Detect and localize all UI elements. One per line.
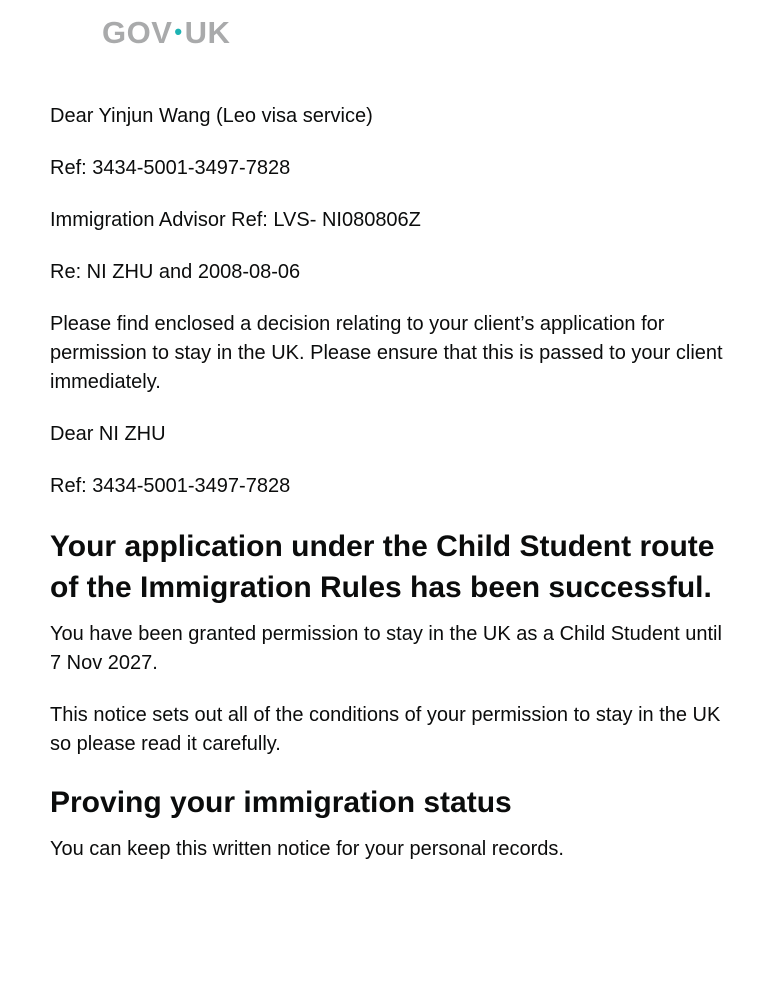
status-paragraph: You can keep this written notice for your personal records. (50, 838, 564, 860)
client-salutation: Dear NI ZHU (50, 423, 166, 445)
advisor-reference: Immigration Advisor Ref: LVS- NI080806Z (50, 209, 421, 231)
regarding-line: Re: NI ZHU and 2008-08-06 (50, 261, 301, 283)
permission-granted-paragraph: You have been granted permission to stay in the UK as a Child Student until 7 Nov 2027. (50, 623, 722, 674)
logo-dot-icon: • (174, 19, 183, 44)
reference-number: Ref: 3434-5001-3497-7828 (50, 157, 291, 179)
enclosed-decision-paragraph: Please find enclosed a decision relating to your client’s application for permission to stay in the UK. Please ensure that this is passed to your client immediately. (50, 313, 723, 393)
client-reference-number: Ref: 3434-5001-3497-7828 (50, 475, 291, 497)
logo-text-uk: UK (184, 15, 231, 50)
decision-heading: Your application under the Child Student route of the Immigration Rules has been successful. (50, 530, 715, 604)
conditions-notice-paragraph: This notice sets out all of the conditions of your permission to stay in the UK so please read it carefully. (50, 704, 721, 755)
logo-text-gov: GOV (102, 15, 173, 50)
govuk-logo (102, 14, 230, 55)
salutation: Dear Yinjun Wang (Leo visa service) (50, 105, 373, 127)
letter-body (50, 102, 730, 864)
status-heading: Proving your immigration status (50, 786, 512, 819)
